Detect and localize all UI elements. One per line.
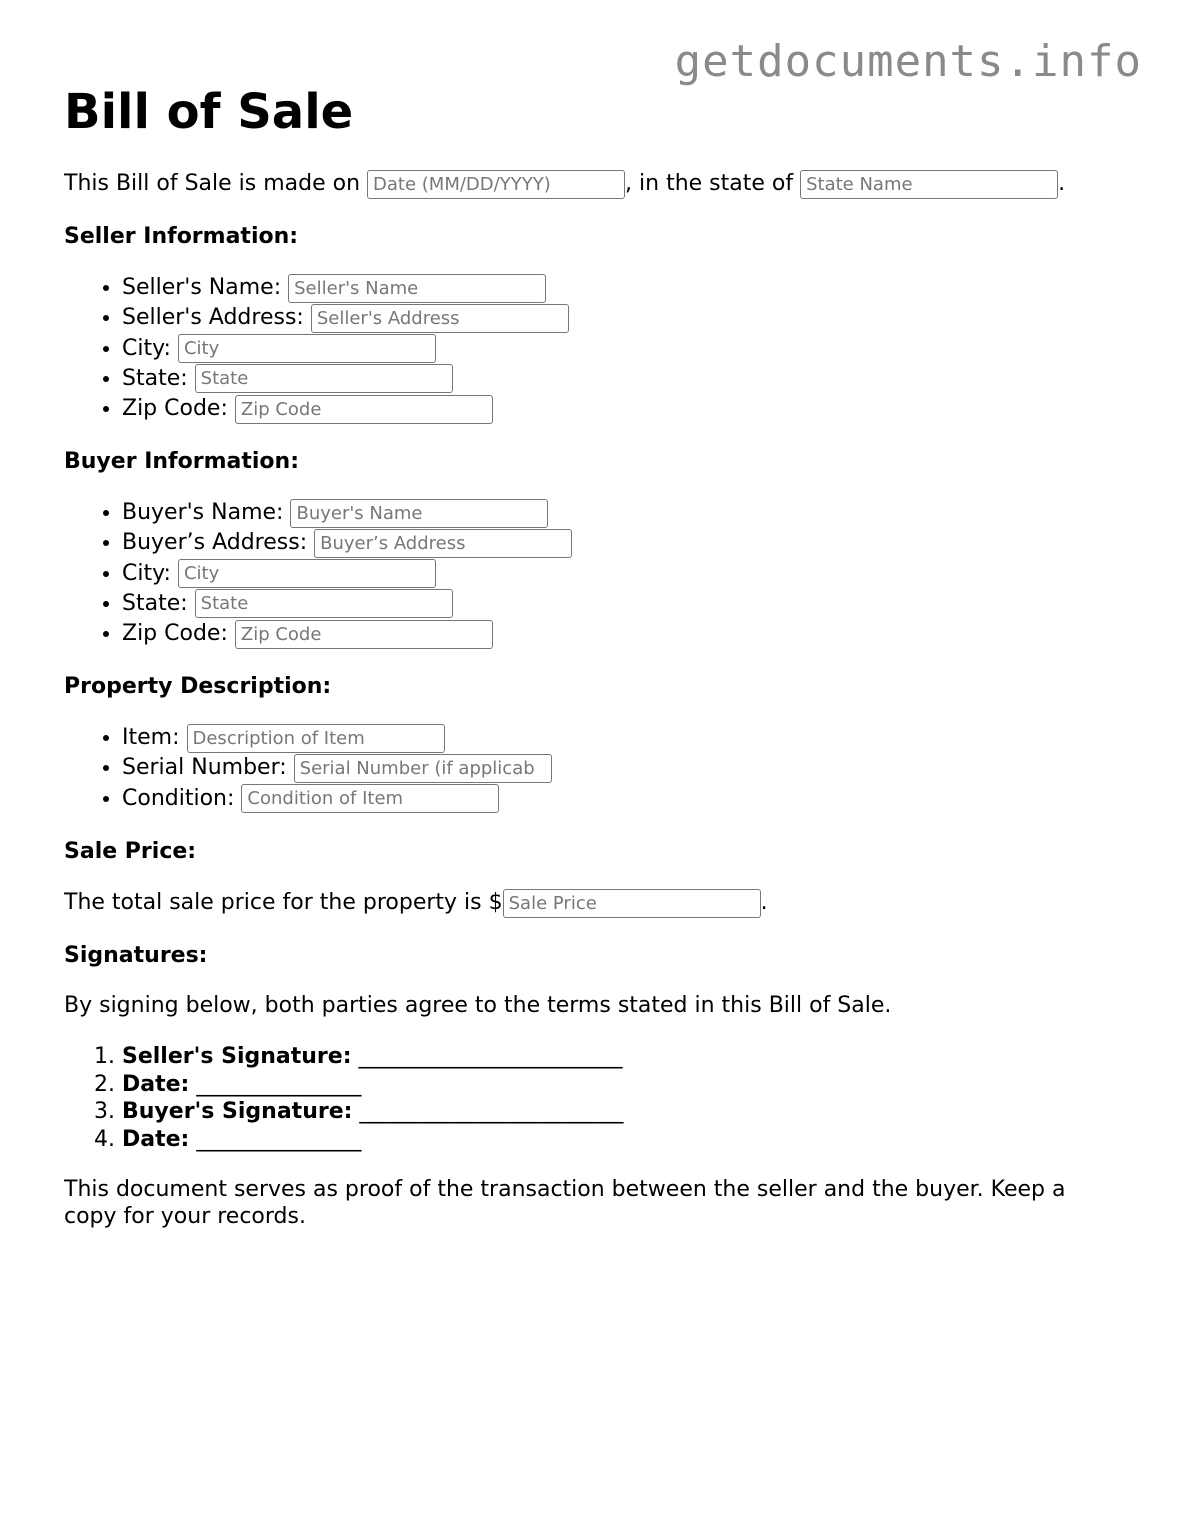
- seller-name-input[interactable]: [288, 274, 546, 303]
- seller-signature-line: ________________________: [358, 1044, 623, 1069]
- field-label: City:: [122, 560, 171, 586]
- intro-text-before: This Bill of Sale is made on: [64, 171, 368, 196]
- field-label: Seller's Name:: [122, 275, 282, 300]
- sale-price-period: .: [760, 890, 768, 915]
- list-item: [122, 394, 569, 424]
- date-input[interactable]: [367, 170, 625, 199]
- footer-note: This document serves as proof of the transaction between the seller and the buyer. Keep a copy for your records.: [64, 1177, 1066, 1229]
- list-item: [122, 589, 572, 619]
- property-fields-list: [64, 723, 552, 814]
- buyer-zip-input[interactable]: [235, 620, 493, 649]
- buyer-address-input[interactable]: [314, 529, 572, 558]
- signature-label: Buyer's Signature:: [122, 1099, 353, 1124]
- field-label: Buyer’s Address:: [122, 530, 308, 556]
- document-title: Bill of Sale: [64, 84, 354, 140]
- list-item: [122, 528, 572, 558]
- seller-address-input[interactable]: [311, 304, 569, 333]
- list-item: [122, 559, 572, 589]
- list-item: [122, 784, 552, 814]
- sale-price-heading: Sale Price:: [64, 839, 197, 864]
- field-label: Zip Code:: [122, 396, 228, 422]
- field-label: Item:: [122, 725, 180, 750]
- sale-price-line: [64, 888, 768, 918]
- buyer-fields-list: [64, 498, 572, 649]
- seller-date-line: _______________: [196, 1071, 362, 1097]
- list-item: [122, 273, 569, 303]
- buyer-city-input[interactable]: [178, 559, 436, 588]
- field-label: Serial Number:: [122, 755, 287, 781]
- buyer-name-input[interactable]: [290, 499, 548, 528]
- seller-heading: Seller Information:: [64, 224, 299, 249]
- list-item: [122, 303, 569, 333]
- field-label: City:: [122, 335, 171, 361]
- sale-price-input[interactable]: [503, 889, 761, 918]
- state-name-input[interactable]: [800, 170, 1058, 199]
- field-label: State:: [122, 365, 188, 391]
- field-label: Zip Code:: [122, 621, 228, 647]
- list-item: [122, 334, 569, 364]
- intro-text-after: .: [1058, 171, 1066, 196]
- intro-text-middle: , in the state of: [625, 171, 801, 196]
- watermark: getdocuments.info: [674, 36, 1142, 87]
- signatures-heading: Signatures:: [64, 943, 208, 968]
- serial-number-input[interactable]: [294, 754, 552, 783]
- item-description-input[interactable]: [187, 724, 445, 753]
- buyer-date-line: _______________: [196, 1126, 362, 1152]
- signature-label: Date:: [122, 1071, 190, 1097]
- condition-input[interactable]: [241, 784, 499, 813]
- field-label: State:: [122, 590, 188, 616]
- list-item: [122, 619, 572, 649]
- signature-label: Seller's Signature:: [122, 1044, 352, 1069]
- seller-zip-input[interactable]: [235, 395, 493, 424]
- seller-city-input[interactable]: [178, 334, 436, 363]
- field-label: Buyer's Name:: [122, 500, 284, 525]
- list-item: [122, 753, 552, 783]
- signatures-statement: By signing below, both parties agree to the terms stated in this Bill of Sale.: [64, 993, 892, 1018]
- list-item: [122, 1043, 623, 1071]
- list-item: [122, 1098, 623, 1126]
- list-item: [122, 1071, 623, 1099]
- list-item: [122, 723, 552, 753]
- field-label: Seller's Address:: [122, 305, 304, 331]
- seller-fields-list: [64, 273, 569, 424]
- signatures-list: [64, 1043, 623, 1153]
- buyer-heading: Buyer Information:: [64, 449, 299, 474]
- list-item: [122, 498, 572, 528]
- list-item: [122, 1126, 623, 1154]
- property-heading: Property Description:: [64, 674, 332, 699]
- buyer-state-input[interactable]: [195, 589, 453, 618]
- buyer-signature-line: ________________________: [359, 1099, 624, 1124]
- intro-line: [64, 169, 1065, 199]
- list-item: [122, 364, 569, 394]
- field-label: Condition:: [122, 785, 235, 811]
- sale-price-text: The total sale price for the property is $: [64, 890, 503, 915]
- signature-label: Date:: [122, 1126, 190, 1152]
- seller-state-input[interactable]: [195, 364, 453, 393]
